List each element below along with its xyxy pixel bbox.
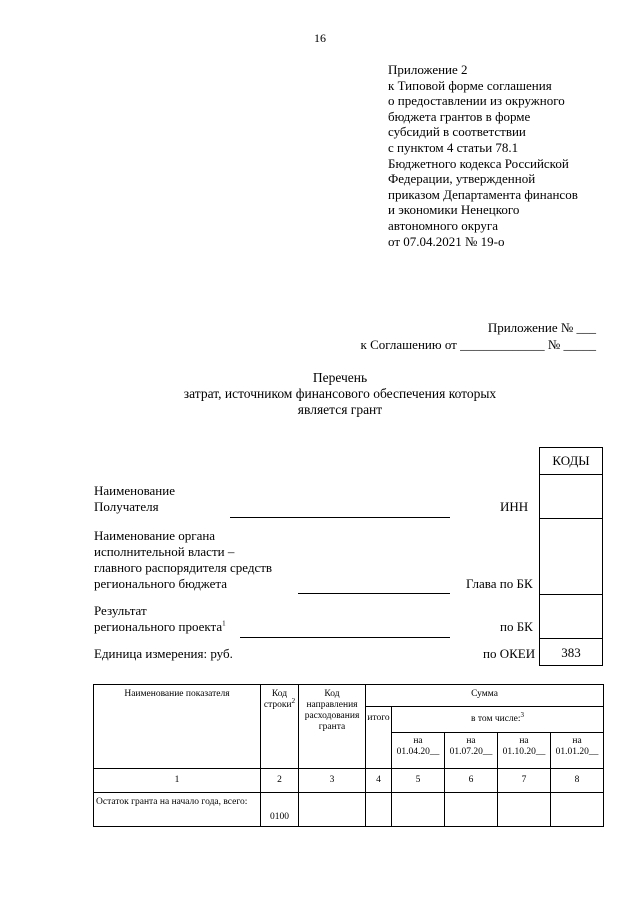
header-code-row bbox=[261, 685, 299, 769]
result-label: Результат bbox=[94, 603, 147, 618]
expenses-table bbox=[93, 684, 604, 827]
organ-label: Наименование органа bbox=[94, 528, 216, 543]
cell-empty bbox=[498, 793, 551, 827]
result-label-text: регионального проекта bbox=[94, 619, 223, 634]
appendix-line: Федерации, утвержденной bbox=[388, 171, 536, 187]
recipient-label-2: Получателя bbox=[94, 499, 159, 514]
appendix-line: автономного округа bbox=[388, 217, 498, 233]
appendix-line: бюджета грантов в форме bbox=[388, 108, 531, 124]
result-underline bbox=[240, 637, 450, 638]
unit-label: Единица измерения: руб. bbox=[94, 646, 233, 661]
header-date-4: на 01.01.20__ bbox=[551, 733, 604, 769]
result-label-2 bbox=[94, 619, 226, 635]
header-code-row-text: Код строки bbox=[263, 689, 292, 710]
agreement-ref-line: к Соглашению от _____________ № _____ bbox=[360, 337, 596, 352]
appendix-block bbox=[388, 62, 618, 249]
header-code-direction: Код направления расходования гранта bbox=[299, 685, 366, 769]
okei-label: по ОКЕИ bbox=[483, 646, 536, 661]
col-number-2: 2 bbox=[261, 769, 299, 793]
appendix-line: о предоставлении из окружного bbox=[388, 93, 565, 109]
footnote-3: 3 bbox=[520, 710, 525, 719]
col-number-3: 3 bbox=[299, 769, 366, 793]
col-number-7: 7 bbox=[498, 769, 551, 793]
appendix-line: приказом Департамента финансов bbox=[388, 186, 578, 202]
footnote-1: 1 bbox=[222, 619, 226, 628]
header-including-text: в том числе: bbox=[471, 714, 521, 724]
cell-empty bbox=[366, 793, 392, 827]
appendix-line: от 07.04.2021 № 19-о bbox=[388, 233, 505, 249]
codes-header: КОДЫ bbox=[539, 447, 603, 475]
appendix-line: и экономики Ненецкого bbox=[388, 202, 520, 218]
col-number-8: 8 bbox=[551, 769, 604, 793]
inn-label: ИНН bbox=[500, 499, 529, 514]
header-sum: Сумма bbox=[366, 685, 604, 707]
appendix-line: Приложение 2 bbox=[388, 62, 468, 77]
table-row bbox=[94, 793, 604, 827]
doc-subtitle-2: является грант bbox=[297, 402, 383, 417]
header-name: Наименование показателя bbox=[94, 685, 261, 769]
col-number-4: 4 bbox=[366, 769, 392, 793]
organ-label-4: регионального бюджета bbox=[94, 576, 228, 591]
appendix-line: субсидий в соответствии bbox=[388, 124, 526, 140]
organ-underline bbox=[298, 593, 450, 594]
page-number: 16 bbox=[314, 31, 326, 45]
doc-subtitle: затрат, источником финансового обеспечения которых bbox=[183, 386, 497, 401]
code-box-okei: 383 bbox=[539, 638, 603, 666]
code-box-glava bbox=[539, 518, 603, 595]
appendix-line: к Типовой форме соглашения bbox=[388, 77, 552, 93]
cell-empty bbox=[392, 793, 445, 827]
organ-label-3: главного распорядителя средств bbox=[94, 560, 273, 575]
col-number-5: 5 bbox=[392, 769, 445, 793]
cell-empty bbox=[299, 793, 366, 827]
header-total: итого bbox=[366, 707, 392, 769]
appendix-line: с пунктом 4 статьи 78.1 bbox=[388, 139, 519, 155]
header-date-3: на 01.10.20__ bbox=[498, 733, 551, 769]
header-including bbox=[392, 707, 604, 733]
po-bk-label: по БК bbox=[500, 619, 533, 634]
recipient-underline bbox=[230, 517, 450, 518]
footnote-2: 2 bbox=[291, 696, 296, 705]
col-number-1: 1 bbox=[94, 769, 261, 793]
cell-empty bbox=[551, 793, 604, 827]
code-box-inn bbox=[539, 474, 603, 519]
row-code: 0100 bbox=[261, 793, 299, 827]
organ-label-2: исполнительной власти – bbox=[94, 544, 235, 559]
row-name: Остаток гранта на начало года, всего: bbox=[94, 793, 261, 827]
doc-title: Перечень bbox=[312, 370, 368, 385]
glava-label: Глава по БК bbox=[466, 576, 533, 591]
annex-number-line: Приложение № ___ bbox=[487, 320, 596, 335]
cell-empty bbox=[445, 793, 498, 827]
appendix-line: Бюджетного кодекса Российской bbox=[388, 155, 569, 171]
header-date-2: на 01.07.20__ bbox=[445, 733, 498, 769]
code-box-bk bbox=[539, 594, 603, 639]
recipient-label: Наименование bbox=[94, 483, 175, 498]
header-date-1: на 01.04.20__ bbox=[392, 733, 445, 769]
col-number-6: 6 bbox=[445, 769, 498, 793]
